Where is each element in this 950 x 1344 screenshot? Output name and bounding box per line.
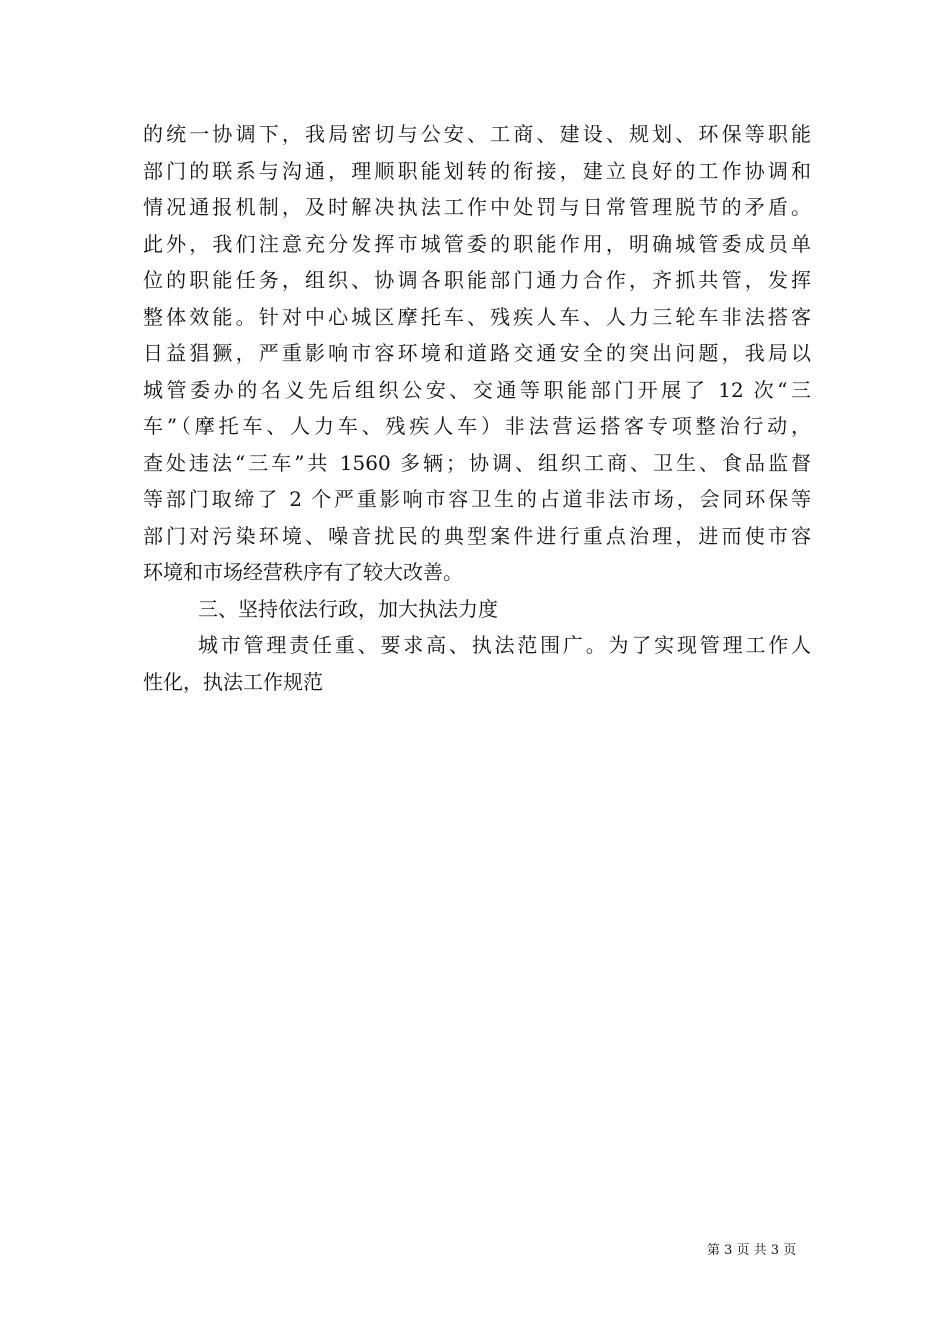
body-line: 此外，我们注意充分发挥市城管委的职能作用，明确城管委成员单 [143,231,811,256]
body-text [143,116,811,700]
body-line: 日益猖獗，严重影响市容环境和道路交通安全的突出问题，我局以 [143,341,811,365]
body-line: 查处违法“三车”共 1560 多辆；协调、组织工商、卫生、食品监督 [143,450,811,475]
body-line: 车”（摩托车、人力车、残疾人车）非法营运搭客专项整治行动， [143,414,811,438]
body-line: 位的职能任务，组织、协调各职能部门通力合作，齐抓共管，发挥 [143,268,811,292]
body-line: 部门对污染环境、噪音扰民的典型案件进行重点治理，进而使市容 [143,523,811,548]
body-line: 环境和市场经营秩序有了较大改善。 [143,560,463,584]
page-number-footer: 第 3 页 共 3 页 [707,1243,797,1258]
body-line: 城管委办的名义先后组织公安、交通等职能部门开展了 12 次“三 [143,377,811,402]
body-line: 等部门取缔了 2 个严重影响市容卫生的占道非法市场，会同环保等 [143,487,811,511]
body-line: 城市管理责任重、要求高、执法范围广。为了实现管理工作人 [198,633,811,657]
body-line: 整体效能。针对中心城区摩托车、残疾人车、人力三轮车非法搭客 [143,304,811,329]
body-line: 部门的联系与沟通，理顺职能划转的衔接，建立良好的工作协调和 [143,158,811,183]
body-line: 性化，执法工作规范 [143,669,323,694]
body-line: 的统一协调下，我局密切与公安、工商、建设、规划、环保等职能 [143,122,811,146]
section-heading: 三、坚持依法行政，加大执法力度 [198,596,498,621]
body-line: 情况通报机制，及时解决执法工作中处罚与日常管理脱节的矛盾。 [143,195,811,219]
